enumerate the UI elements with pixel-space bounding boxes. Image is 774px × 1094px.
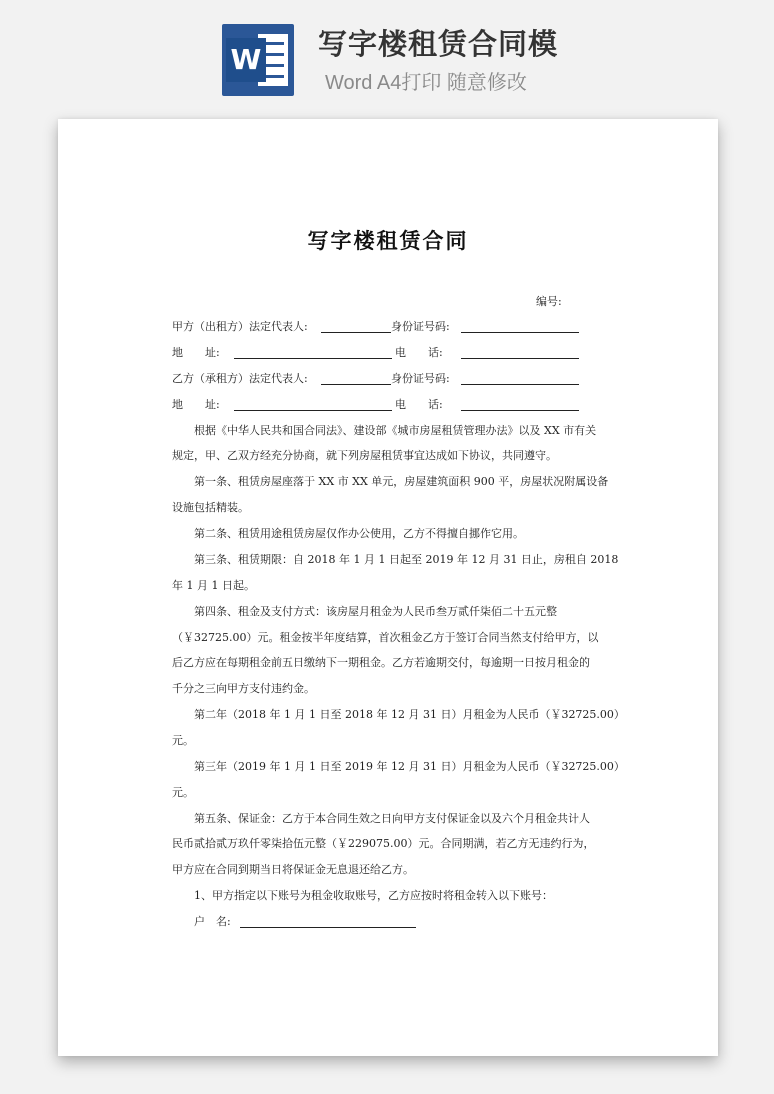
article-1-line: 设施包括精装。 [172,501,249,514]
party-b-phone-label: 电 话: [395,398,443,411]
article-5-line: 第五条、保证金：乙方于本合同生效之日向甲方支付保证金以及六个月租金共计人 [194,812,590,825]
banner-title: 写字楼租赁合同模 [318,27,559,61]
article-3-line: 第三条、租赁期限：自 2018 年 1 月 1 日起至 2019 年 12 月 31 日止，房租自 2018 [194,553,619,566]
account-clause-line: 1、甲方指定以下账号为租金收取账号，乙方应按时将租金转入以下账号： [194,889,553,902]
party-b-rep-blank [321,384,391,385]
party-a-address-blank [234,358,392,359]
banner-subtitle: Word A4打印 随意修改 [325,72,527,94]
party-a-id-blank [461,332,579,333]
party-b-address-label: 地 址: [172,398,220,411]
party-a-rep-blank [321,332,391,333]
article-4-line: （￥32725.00）元。租金按半年度结算，首次租金乙方于签订合同当然支付给甲方，以 [172,631,599,644]
article-4-line: 后乙方应在每期租金前五日缴纳下一期租金。乙方若逾期交付，每逾期一日按月租金的 [172,656,590,669]
article-4-line: 千分之三向甲方支付违约金。 [172,682,315,695]
intro-line: 根据《中华人民共和国合同法》、建设部《城市房屋租赁管理办法》以及 XX 市有关 [194,424,597,437]
party-a-id-label: 身份证号码: [391,320,450,333]
account-name-blank [240,927,416,928]
party-b-id-blank [461,384,579,385]
year-2-rent-line: 元。 [172,734,194,747]
party-a-address-label: 地 址: [172,346,220,359]
article-2-line: 第二条、租赁用途租赁房屋仅作办公使用，乙方不得擅自挪作它用。 [194,527,524,540]
account-name-label: 户 名: [194,915,231,928]
year-3-rent-line: 第三年（2019 年 1 月 1 日至 2019 年 12 月 31 日）月租金为人民币（￥32725.00） [194,760,625,773]
article-3-line: 年 1 月 1 日起。 [172,579,255,592]
party-b-id-label: 身份证号码: [391,372,450,385]
year-2-rent-line: 第二年（2018 年 1 月 1 日至 2018 年 12 月 31 日）月租金为人民币（￥32725.00） [194,708,625,721]
document-page [58,119,718,1056]
document-title: 写字楼租赁合同 [307,229,469,253]
intro-line: 规定，甲、乙双方经充分协商，就下列房屋租赁事宜达成如下协议，共同遵守。 [172,449,557,462]
banner [0,0,774,110]
word-logo-letter: W [226,38,266,82]
article-1-line: 第一条、租赁房屋座落于 XX 市 XX 单元，房屋建筑面积 900 平，房屋状况附属设备 [194,475,609,488]
party-a-phone-label: 电 话: [395,346,443,359]
party-b-rep-label: 乙方（承租方）法定代表人: [172,372,308,385]
article-5-line: 民币贰拾贰万玖仟零柒拾伍元整（￥229075.00）元。合同期满，若乙方无违约行为， [172,837,595,850]
party-b-address-blank [234,410,392,411]
word-icon [222,24,294,96]
article-4-line: 第四条、租金及支付方式：该房屋月租金为人民币叁万贰仟柒佰二十五元整 [194,605,557,618]
party-b-phone-blank [461,410,579,411]
article-5-line: 甲方应在合同到期当日将保证金无息退还给乙方。 [172,863,414,876]
party-a-phone-blank [461,358,579,359]
year-3-rent-line: 元。 [172,786,194,799]
contract-number-label: 编号: [536,295,562,308]
party-a-rep-label: 甲方（出租方）法定代表人: [172,320,308,333]
